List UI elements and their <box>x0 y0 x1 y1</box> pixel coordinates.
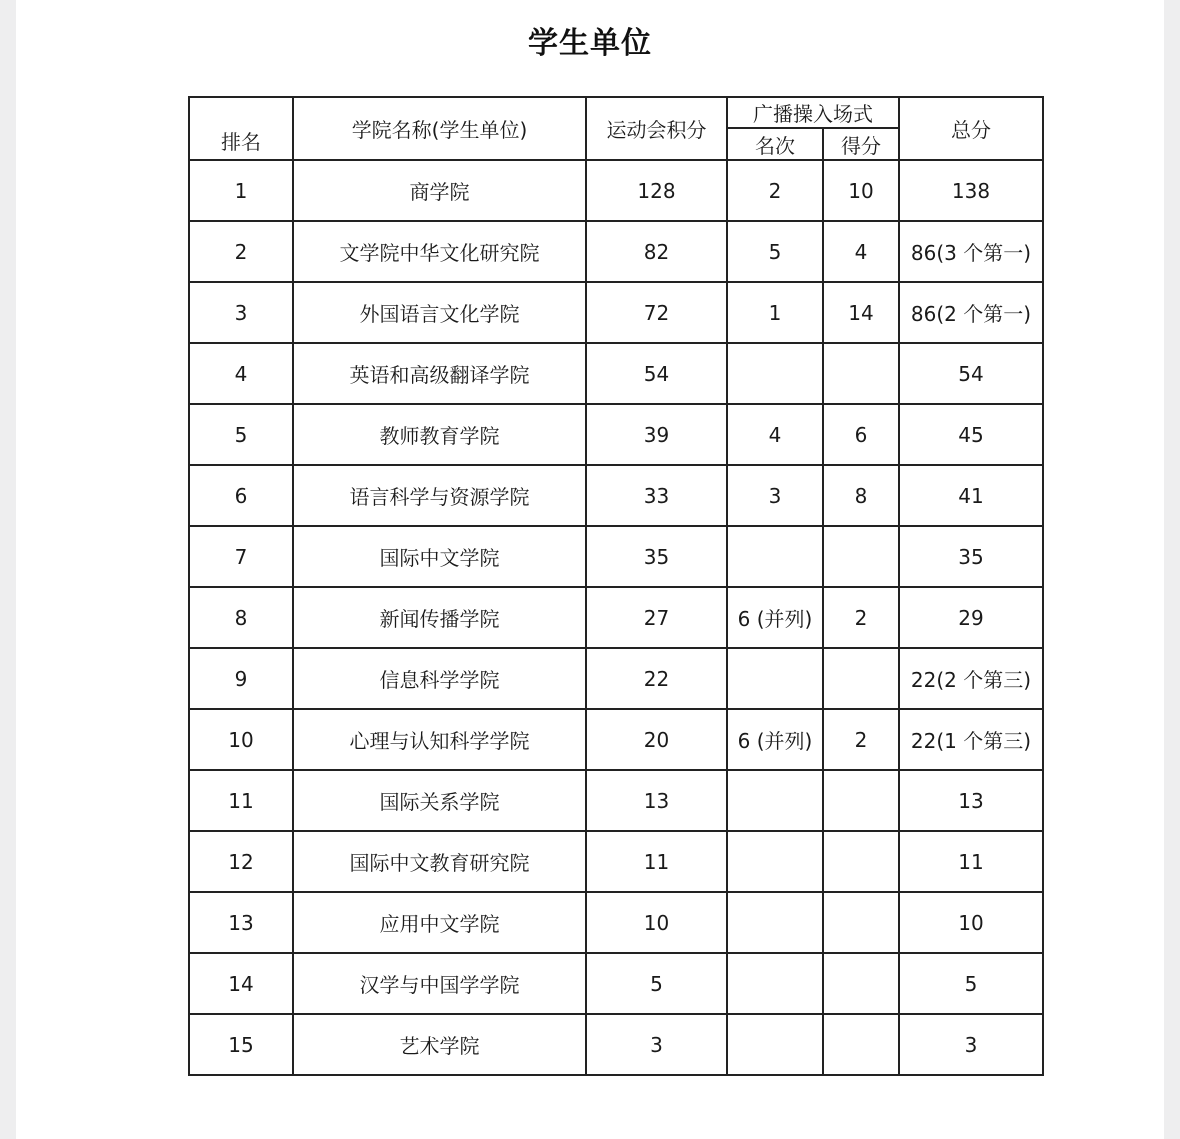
cell-college: 外国语言文化学院 <box>293 282 586 343</box>
cell-rank: 7 <box>189 526 293 587</box>
cell-rank: 11 <box>189 770 293 831</box>
table-row <box>189 221 1043 282</box>
table-body <box>189 160 1043 1075</box>
cell-college: 文学院中华文化研究院 <box>293 221 586 282</box>
cell-rank: 14 <box>189 953 293 1014</box>
header-total: 总分 <box>899 97 1043 160</box>
cell-rank: 5 <box>189 404 293 465</box>
table-row <box>189 465 1043 526</box>
cell-broadcast-score <box>823 770 899 831</box>
cell-sports-points: 5 <box>586 953 727 1014</box>
cell-total: 29 <box>899 587 1043 648</box>
cell-broadcast-place <box>727 770 823 831</box>
cell-broadcast-score: 2 <box>823 709 899 770</box>
cell-sports-points: 13 <box>586 770 727 831</box>
header-sports-points: 运动会积分 <box>586 97 727 160</box>
header-rank: 排名 <box>189 97 293 160</box>
cell-sports-points: 11 <box>586 831 727 892</box>
cell-broadcast-score: 14 <box>823 282 899 343</box>
cell-total: 22(2 个第三) <box>899 648 1043 709</box>
cell-broadcast-score: 4 <box>823 221 899 282</box>
cell-college: 商学院 <box>293 160 586 221</box>
cell-rank: 4 <box>189 343 293 404</box>
cell-broadcast-place <box>727 892 823 953</box>
cell-broadcast-place: 4 <box>727 404 823 465</box>
cell-rank: 12 <box>189 831 293 892</box>
cell-broadcast-score <box>823 343 899 404</box>
document-page <box>16 0 1164 1139</box>
cell-sports-points: 35 <box>586 526 727 587</box>
cell-broadcast-place <box>727 831 823 892</box>
cell-total: 41 <box>899 465 1043 526</box>
cell-rank: 8 <box>189 587 293 648</box>
table-row <box>189 587 1043 648</box>
cell-broadcast-score: 10 <box>823 160 899 221</box>
cell-sports-points: 33 <box>586 465 727 526</box>
cell-total: 5 <box>899 953 1043 1014</box>
cell-college: 教师教育学院 <box>293 404 586 465</box>
cell-sports-points: 128 <box>586 160 727 221</box>
cell-total: 54 <box>899 343 1043 404</box>
cell-broadcast-score: 2 <box>823 587 899 648</box>
cell-sports-points: 3 <box>586 1014 727 1075</box>
cell-college: 应用中文学院 <box>293 892 586 953</box>
table-row <box>189 892 1043 953</box>
cell-broadcast-place <box>727 526 823 587</box>
header-college: 学院名称(学生单位) <box>293 97 586 160</box>
cell-college: 信息科学学院 <box>293 648 586 709</box>
cell-college: 新闻传播学院 <box>293 587 586 648</box>
cell-college: 汉学与中国学学院 <box>293 953 586 1014</box>
cell-rank: 3 <box>189 282 293 343</box>
header-broadcast-score: 得分 <box>823 128 899 160</box>
cell-total: 45 <box>899 404 1043 465</box>
cell-college: 国际中文学院 <box>293 526 586 587</box>
cell-broadcast-place: 6 (并列) <box>727 587 823 648</box>
table-row <box>189 709 1043 770</box>
cell-total: 13 <box>899 770 1043 831</box>
table-row <box>189 648 1043 709</box>
ranking-table <box>188 96 1044 1076</box>
cell-broadcast-score <box>823 526 899 587</box>
table-row <box>189 343 1043 404</box>
table-row <box>189 770 1043 831</box>
cell-sports-points: 10 <box>586 892 727 953</box>
cell-broadcast-score <box>823 953 899 1014</box>
cell-total: 3 <box>899 1014 1043 1075</box>
cell-college: 国际中文教育研究院 <box>293 831 586 892</box>
cell-broadcast-place <box>727 953 823 1014</box>
cell-broadcast-place: 5 <box>727 221 823 282</box>
cell-broadcast-place: 1 <box>727 282 823 343</box>
cell-sports-points: 39 <box>586 404 727 465</box>
table-row <box>189 953 1043 1014</box>
cell-sports-points: 22 <box>586 648 727 709</box>
cell-total: 35 <box>899 526 1043 587</box>
cell-total: 11 <box>899 831 1043 892</box>
cell-rank: 10 <box>189 709 293 770</box>
table-row <box>189 404 1043 465</box>
cell-broadcast-score <box>823 648 899 709</box>
cell-college: 国际关系学院 <box>293 770 586 831</box>
cell-rank: 2 <box>189 221 293 282</box>
cell-rank: 9 <box>189 648 293 709</box>
cell-sports-points: 27 <box>586 587 727 648</box>
cell-broadcast-place: 3 <box>727 465 823 526</box>
cell-total: 22(1 个第三) <box>899 709 1043 770</box>
cell-broadcast-place: 2 <box>727 160 823 221</box>
cell-broadcast-place <box>727 1014 823 1075</box>
cell-college: 心理与认知科学学院 <box>293 709 586 770</box>
page-title: 学生单位 <box>528 26 652 61</box>
cell-broadcast-place <box>727 343 823 404</box>
header-broadcast-group: 广播操入场式 <box>727 97 899 128</box>
cell-college: 语言科学与资源学院 <box>293 465 586 526</box>
cell-broadcast-place: 6 (并列) <box>727 709 823 770</box>
cell-broadcast-score <box>823 892 899 953</box>
cell-sports-points: 20 <box>586 709 727 770</box>
header-broadcast-place: 名次 <box>727 128 823 160</box>
cell-rank: 6 <box>189 465 293 526</box>
cell-sports-points: 72 <box>586 282 727 343</box>
table-row <box>189 160 1043 221</box>
cell-total: 86(2 个第一) <box>899 282 1043 343</box>
cell-rank: 15 <box>189 1014 293 1075</box>
cell-sports-points: 54 <box>586 343 727 404</box>
cell-college: 艺术学院 <box>293 1014 586 1075</box>
cell-broadcast-place <box>727 648 823 709</box>
table-row <box>189 831 1043 892</box>
table-row <box>189 526 1043 587</box>
table-row <box>189 282 1043 343</box>
cell-broadcast-score: 8 <box>823 465 899 526</box>
cell-total: 138 <box>899 160 1043 221</box>
table-row <box>189 1014 1043 1075</box>
cell-broadcast-score <box>823 1014 899 1075</box>
cell-rank: 13 <box>189 892 293 953</box>
cell-college: 英语和高级翻译学院 <box>293 343 586 404</box>
cell-broadcast-score <box>823 831 899 892</box>
cell-total: 86(3 个第一) <box>899 221 1043 282</box>
cell-broadcast-score: 6 <box>823 404 899 465</box>
cell-total: 10 <box>899 892 1043 953</box>
cell-sports-points: 82 <box>586 221 727 282</box>
cell-rank: 1 <box>189 160 293 221</box>
